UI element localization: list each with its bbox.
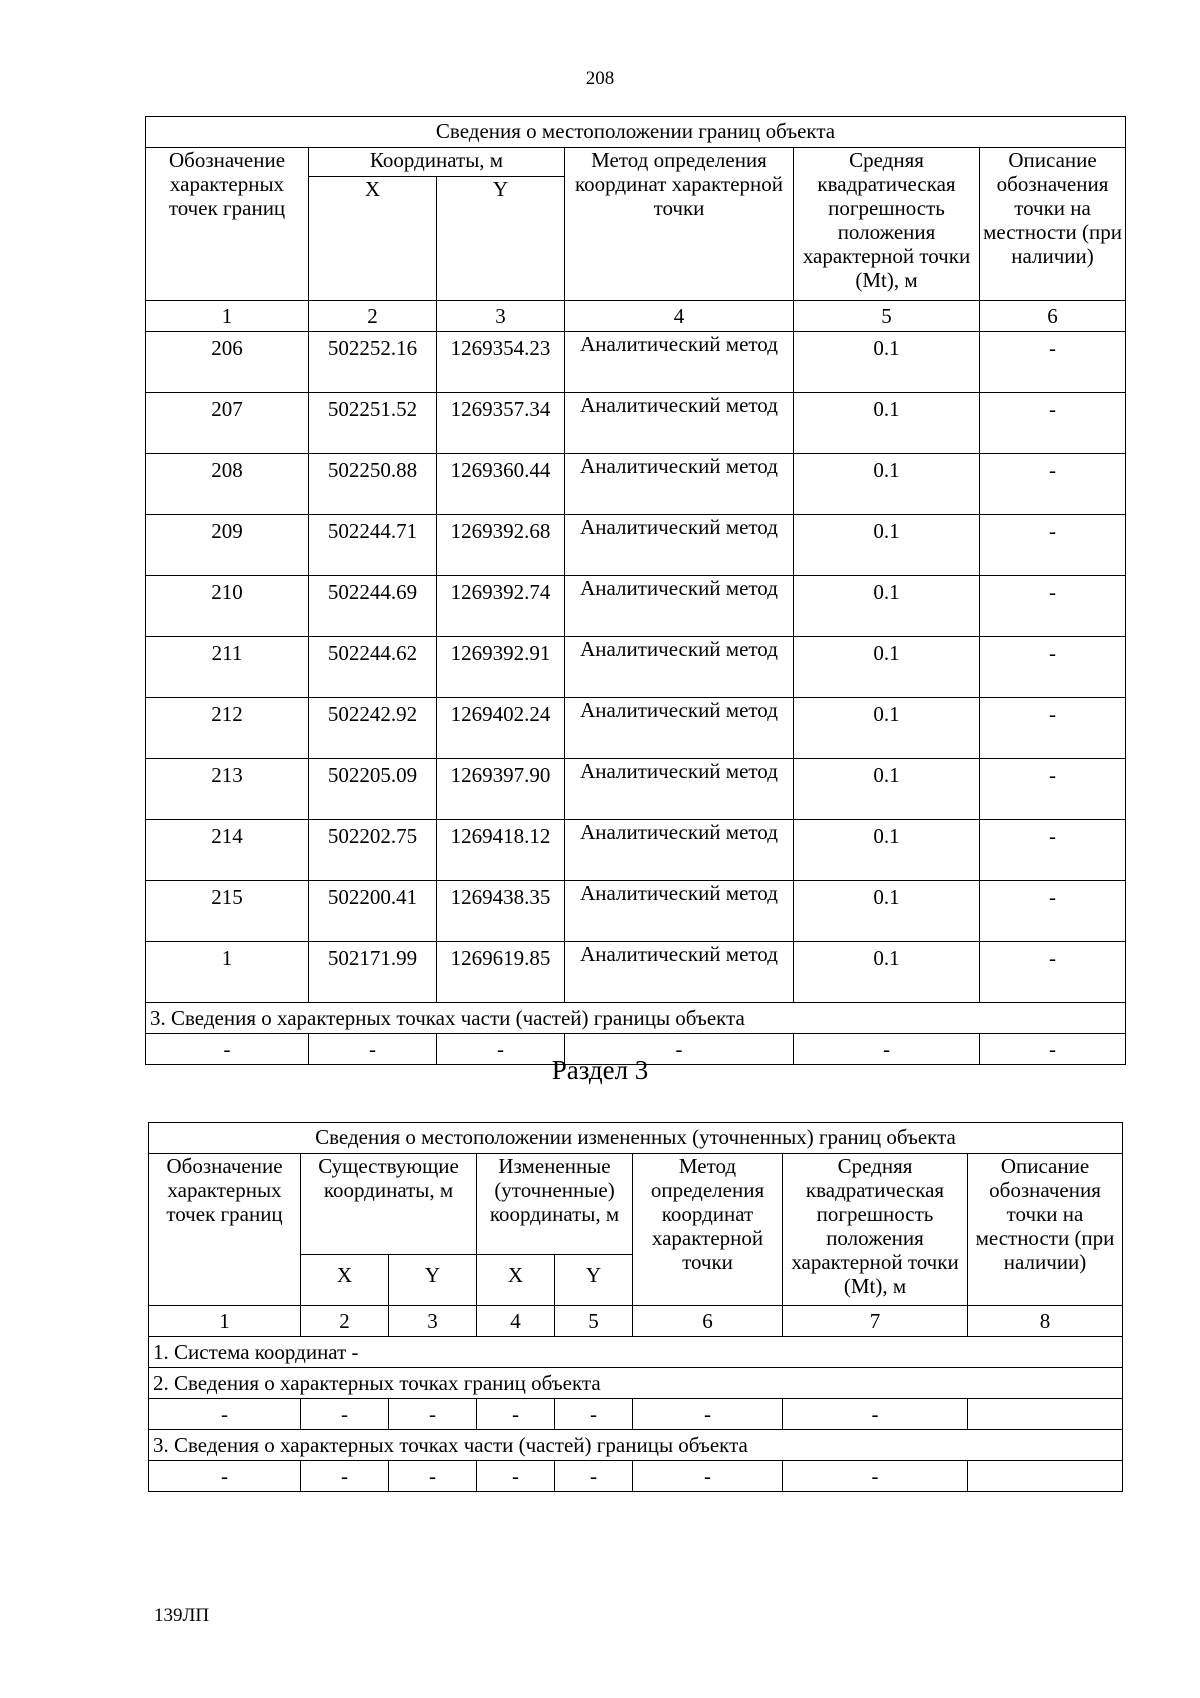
x-cell: 502171.99: [309, 942, 437, 1003]
table-cell: -: [565, 1034, 794, 1065]
table-row: [146, 393, 1126, 454]
point-id-cell: 213: [146, 759, 309, 820]
header-changed-coords: Измененные (уточненные) координаты, м: [477, 1154, 633, 1255]
method-cell: Аналитический метод: [565, 637, 794, 698]
error-cell: 0.1: [794, 820, 980, 881]
table-row: [146, 942, 1126, 1003]
table-cell: -: [437, 1034, 565, 1065]
y-cell: 1269392.74: [437, 576, 565, 637]
table-cell: -: [146, 1034, 309, 1065]
table-row: [146, 332, 1126, 393]
header-error: Средняя квадратическая погрешность положения характерной точки (Mt), м: [783, 1154, 968, 1306]
table-cell: -: [633, 1461, 783, 1492]
method-cell: Аналитический метод: [565, 698, 794, 759]
col-number: 2: [309, 301, 437, 332]
col-number: 5: [794, 301, 980, 332]
header-y: Y: [555, 1255, 633, 1306]
header-x: X: [477, 1255, 555, 1306]
x-cell: 502242.92: [309, 698, 437, 759]
y-cell: 1269402.24: [437, 698, 565, 759]
error-cell: 0.1: [794, 942, 980, 1003]
table-cell: -: [477, 1461, 555, 1492]
method-cell: Аналитический метод: [565, 393, 794, 454]
description-cell: -: [980, 698, 1126, 759]
header-method: Метод определения координат характерной точки: [633, 1154, 783, 1306]
table-row: [146, 881, 1126, 942]
column-numbers-row: [149, 1306, 1123, 1337]
points-row: [149, 1399, 1123, 1430]
error-cell: 0.1: [794, 637, 980, 698]
header-error: Средняя квадратическая погрешность положения характерной точки (Mt), м: [794, 148, 980, 301]
point-id-cell: 208: [146, 454, 309, 515]
point-id-cell: 214: [146, 820, 309, 881]
error-cell: 0.1: [794, 454, 980, 515]
header-coords: Координаты, м: [309, 148, 565, 177]
table-cell: -: [980, 1034, 1126, 1065]
col-number: 2: [301, 1306, 389, 1337]
table-cell: -: [301, 1399, 389, 1430]
table-row: [146, 637, 1126, 698]
description-cell: -: [980, 759, 1126, 820]
header-method: Метод определения координат характерной точки: [565, 148, 794, 301]
error-cell: 0.1: [794, 881, 980, 942]
table-cell: -: [783, 1461, 968, 1492]
table-row: [146, 454, 1126, 515]
y-cell: 1269392.68: [437, 515, 565, 576]
x-cell: 502200.41: [309, 881, 437, 942]
table-cell: -: [783, 1399, 968, 1430]
header-point-id: Обозначение характерных точек границ: [149, 1154, 301, 1306]
method-cell: Аналитический метод: [565, 942, 794, 1003]
point-id-cell: 209: [146, 515, 309, 576]
table-cell: -: [555, 1461, 633, 1492]
col-number: 3: [437, 301, 565, 332]
header-y: Y: [389, 1255, 477, 1306]
table-cell: -: [389, 1461, 477, 1492]
table-cell: -: [794, 1034, 980, 1065]
error-cell: 0.1: [794, 393, 980, 454]
x-cell: 502252.16: [309, 332, 437, 393]
x-cell: 502202.75: [309, 820, 437, 881]
table-cell: -: [149, 1399, 301, 1430]
method-cell: Аналитический метод: [565, 759, 794, 820]
method-cell: Аналитический метод: [565, 332, 794, 393]
points-heading: 2. Сведения о характерных точках границ объекта: [149, 1368, 1123, 1399]
header-y: Y: [437, 177, 565, 301]
x-cell: 502244.69: [309, 576, 437, 637]
column-numbers-row: [146, 301, 1126, 332]
description-cell: -: [980, 942, 1126, 1003]
col-number: 6: [633, 1306, 783, 1337]
parts-heading: 3. Сведения о характерных точках части (частей) границы объекта: [146, 1003, 1126, 1034]
header-point-id: Обозначение характерных точек границ: [146, 148, 309, 301]
table-cell: -: [389, 1399, 477, 1430]
x-cell: 502244.71: [309, 515, 437, 576]
point-id-cell: 206: [146, 332, 309, 393]
y-cell: 1269438.35: [437, 881, 565, 942]
description-cell: -: [980, 515, 1126, 576]
description-cell: -: [980, 576, 1126, 637]
col-number: 3: [389, 1306, 477, 1337]
point-id-cell: 207: [146, 393, 309, 454]
boundary-points-table: [145, 116, 1126, 1065]
table-cell: -: [555, 1399, 633, 1430]
header-x: X: [309, 177, 437, 301]
col-number: 4: [477, 1306, 555, 1337]
method-cell: Аналитический метод: [565, 515, 794, 576]
footer-code: 139ЛП: [154, 1605, 210, 1626]
y-cell: 1269357.34: [437, 393, 565, 454]
table-title: Сведения о местоположении границ объекта: [146, 117, 1126, 148]
error-cell: 0.1: [794, 759, 980, 820]
method-cell: Аналитический метод: [565, 820, 794, 881]
table-cell: -: [301, 1461, 389, 1492]
point-id-cell: 1: [146, 942, 309, 1003]
table-row: [146, 820, 1126, 881]
x-cell: 502244.62: [309, 637, 437, 698]
section-title: Раздел 3: [551, 1055, 649, 1085]
point-id-cell: 215: [146, 881, 309, 942]
parts-row: [149, 1461, 1123, 1492]
changed-boundary-table: [148, 1122, 1123, 1492]
col-number: 4: [565, 301, 794, 332]
header-description: Описание обозначения точки на местности (при наличии): [980, 148, 1126, 301]
description-cell: -: [980, 393, 1126, 454]
col-number: 8: [968, 1306, 1123, 1337]
y-cell: 1269619.85: [437, 942, 565, 1003]
table-row: [146, 576, 1126, 637]
error-cell: 0.1: [794, 332, 980, 393]
y-cell: 1269360.44: [437, 454, 565, 515]
error-cell: 0.1: [794, 576, 980, 637]
point-id-cell: 211: [146, 637, 309, 698]
table-cell: [968, 1461, 1123, 1492]
table-row: [146, 515, 1126, 576]
table-cell: -: [149, 1461, 301, 1492]
description-cell: -: [980, 820, 1126, 881]
col-number: 6: [980, 301, 1126, 332]
header-description: Описание обозначения точки на местности (при наличии): [968, 1154, 1123, 1306]
description-cell: -: [980, 332, 1126, 393]
col-number: 7: [783, 1306, 968, 1337]
x-cell: 502251.52: [309, 393, 437, 454]
col-number: 1: [146, 301, 309, 332]
error-cell: 0.1: [794, 698, 980, 759]
table-cell: -: [309, 1034, 437, 1065]
x-cell: 502205.09: [309, 759, 437, 820]
point-id-cell: 210: [146, 576, 309, 637]
y-cell: 1269392.91: [437, 637, 565, 698]
parts-heading: 3. Сведения о характерных точках части (частей) границы объекта: [149, 1430, 1123, 1461]
description-cell: -: [980, 637, 1126, 698]
method-cell: Аналитический метод: [565, 881, 794, 942]
error-cell: 0.1: [794, 515, 980, 576]
table-title: Сведения о местоположении измененных (уточненных) границ объекта: [149, 1123, 1123, 1154]
point-id-cell: 212: [146, 698, 309, 759]
description-cell: -: [980, 881, 1126, 942]
table-row: [146, 759, 1126, 820]
description-cell: -: [980, 454, 1126, 515]
method-cell: Аналитический метод: [565, 576, 794, 637]
header-x: X: [301, 1255, 389, 1306]
col-number: 5: [555, 1306, 633, 1337]
y-cell: 1269397.90: [437, 759, 565, 820]
y-cell: 1269354.23: [437, 332, 565, 393]
table-cell: -: [477, 1399, 555, 1430]
y-cell: 1269418.12: [437, 820, 565, 881]
method-cell: Аналитический метод: [565, 454, 794, 515]
table-cell: [968, 1399, 1123, 1430]
table-row: [146, 698, 1126, 759]
page-number: 208: [585, 68, 615, 89]
col-number: 1: [149, 1306, 301, 1337]
table-cell: -: [633, 1399, 783, 1430]
coord-system: 1. Система координат -: [149, 1337, 1123, 1368]
header-existing-coords: Существующие координаты, м: [301, 1154, 477, 1255]
x-cell: 502250.88: [309, 454, 437, 515]
